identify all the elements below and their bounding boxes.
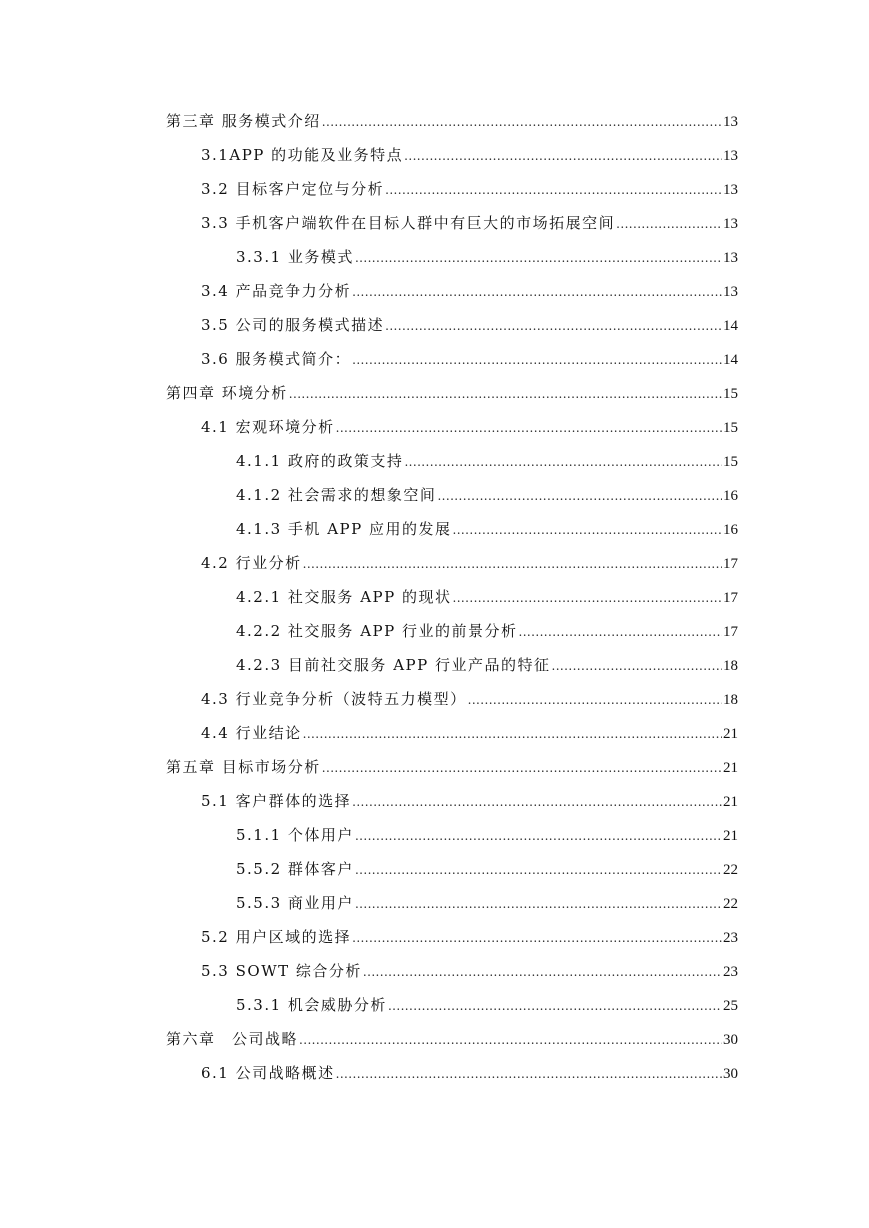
toc-dot-leader <box>437 489 722 503</box>
toc-entry[interactable] <box>166 144 738 178</box>
toc-entry-title: 第三章 服务模式介绍 <box>166 112 321 130</box>
toc-entry-page-number: 14 <box>723 352 738 368</box>
toc-entry[interactable] <box>166 858 738 892</box>
toc-entry-page-number: 18 <box>723 658 738 674</box>
toc-entry-page-number: 23 <box>723 964 738 980</box>
toc-entry-page-number: 30 <box>723 1032 738 1048</box>
toc-dot-leader <box>303 557 722 571</box>
toc-entry[interactable] <box>166 348 738 382</box>
toc-entry[interactable] <box>166 722 738 756</box>
toc-entry-title: 4.1.3 手机 APP 应用的发展 <box>236 520 452 538</box>
toc-entry[interactable] <box>166 960 738 994</box>
toc-entry-page-number: 13 <box>723 148 738 164</box>
toc-entry-title: 3.3.1 业务模式 <box>236 248 354 266</box>
toc-entry[interactable] <box>166 654 738 688</box>
toc-dot-leader <box>322 115 722 129</box>
toc-entry-title: 第六章 公司战略 <box>166 1030 299 1048</box>
toc-entry[interactable] <box>166 382 738 416</box>
toc-dot-leader <box>303 727 722 741</box>
toc-entry-title: 4.3 行业竞争分析（波特五力模型） <box>201 690 467 708</box>
toc-entry-page-number: 13 <box>723 250 738 266</box>
toc-dot-leader <box>453 523 723 537</box>
toc-entry-page-number: 15 <box>723 420 738 436</box>
toc-entry[interactable] <box>166 178 738 212</box>
toc-dot-leader <box>453 591 723 605</box>
toc-entry[interactable] <box>166 280 738 314</box>
toc-entry-page-number: 13 <box>723 114 738 130</box>
toc-entry-title: 3.5 公司的服务模式描述 <box>201 316 385 334</box>
toc-dot-leader <box>352 795 722 809</box>
toc-entry[interactable] <box>166 994 738 1028</box>
toc-entry-page-number: 22 <box>723 862 738 878</box>
toc-entry-title: 5.3.1 机会威胁分析 <box>236 996 387 1014</box>
toc-entry-page-number: 16 <box>723 488 738 504</box>
toc-entry-page-number: 21 <box>723 760 738 776</box>
toc-entry-page-number: 18 <box>723 692 738 708</box>
toc-dot-leader <box>363 965 722 979</box>
toc-entry-page-number: 30 <box>723 1066 738 1082</box>
toc-entry[interactable] <box>166 416 738 450</box>
toc-entry[interactable] <box>166 212 738 246</box>
toc-entry[interactable] <box>166 824 738 858</box>
toc-dot-leader <box>352 931 722 945</box>
toc-entry[interactable] <box>166 1062 738 1096</box>
toc-dot-leader <box>322 761 722 775</box>
toc-entry-page-number: 21 <box>723 828 738 844</box>
toc-dot-leader <box>299 1033 722 1047</box>
toc-dot-leader <box>355 863 722 877</box>
toc-entry-page-number: 13 <box>723 216 738 232</box>
toc-entry-title: 4.1.1 政府的政策支持 <box>236 452 404 470</box>
toc-entry-title: 6.1 公司战略概述 <box>201 1064 335 1082</box>
toc-entry-title: 5.1.1 个体用户 <box>236 826 354 844</box>
toc-dot-leader <box>289 387 722 401</box>
toc-entry[interactable] <box>166 1028 738 1062</box>
toc-entry[interactable] <box>166 110 738 144</box>
toc-entry-title: 第四章 环境分析 <box>166 384 288 402</box>
toc-entry-page-number: 23 <box>723 930 738 946</box>
toc-entry-page-number: 17 <box>723 624 738 640</box>
toc-dot-leader <box>352 285 722 299</box>
toc-entry-page-number: 22 <box>723 896 738 912</box>
toc-entry[interactable] <box>166 246 738 280</box>
toc-entry-title: 3.3 手机客户端软件在目标人群中有巨大的市场拓展空间 <box>201 214 616 232</box>
toc-entry[interactable] <box>166 484 738 518</box>
toc-dot-leader <box>336 421 722 435</box>
toc-entry[interactable] <box>166 518 738 552</box>
toc-entry[interactable] <box>166 688 738 722</box>
toc-entry[interactable] <box>166 620 738 654</box>
table-of-contents <box>166 110 738 1096</box>
toc-dot-leader <box>336 1067 722 1081</box>
toc-entry[interactable] <box>166 892 738 926</box>
toc-entry[interactable] <box>166 552 738 586</box>
toc-dot-leader <box>385 319 722 333</box>
toc-entry-page-number: 21 <box>723 726 738 742</box>
toc-entry-page-number: 21 <box>723 794 738 810</box>
toc-entry-page-number: 15 <box>723 454 738 470</box>
toc-dot-leader <box>388 999 722 1013</box>
toc-entry-title: 3.2 目标客户定位与分析 <box>201 180 385 198</box>
toc-entry-title: 4.1 宏观环境分析 <box>201 418 335 436</box>
toc-entry-title: 4.2.3 目前社交服务 APP 行业产品的特征 <box>236 656 551 674</box>
toc-dot-leader <box>355 897 722 911</box>
toc-dot-leader <box>519 625 723 639</box>
toc-entry[interactable] <box>166 314 738 348</box>
toc-dot-leader <box>352 353 722 367</box>
toc-dot-leader <box>355 251 722 265</box>
toc-entry-title: 3.4 产品竞争力分析 <box>201 282 352 300</box>
toc-entry-page-number: 17 <box>723 590 738 606</box>
toc-entry[interactable] <box>166 926 738 960</box>
toc-entry-title: 3.1APP 的功能及业务特点 <box>201 146 404 164</box>
toc-dot-leader <box>616 217 722 231</box>
toc-entry-page-number: 13 <box>723 182 738 198</box>
toc-entry[interactable] <box>166 450 738 484</box>
toc-entry-title: 5.2 用户区域的选择 <box>201 928 352 946</box>
toc-entry-page-number: 16 <box>723 522 738 538</box>
toc-entry-title: 3.6 服务模式简介： <box>201 350 352 368</box>
toc-dot-leader <box>552 659 723 673</box>
toc-dot-leader <box>404 149 722 163</box>
toc-entry-title: 5.3 SOWT 综合分析 <box>201 962 362 980</box>
toc-entry-page-number: 15 <box>723 386 738 402</box>
toc-entry[interactable] <box>166 756 738 790</box>
toc-entry-page-number: 14 <box>723 318 738 334</box>
toc-dot-leader <box>468 693 722 707</box>
toc-entry-title: 4.1.2 社会需求的想象空间 <box>236 486 437 504</box>
toc-entry[interactable] <box>166 790 738 824</box>
toc-entry-title: 5.5.3 商业用户 <box>236 894 354 912</box>
toc-entry-title: 4.2.1 社交服务 APP 的现状 <box>236 588 452 606</box>
toc-entry[interactable] <box>166 586 738 620</box>
toc-entry-page-number: 17 <box>723 556 738 572</box>
toc-dot-leader <box>385 183 722 197</box>
toc-dot-leader <box>355 829 722 843</box>
toc-entry-page-number: 13 <box>723 284 738 300</box>
toc-entry-title: 4.2 行业分析 <box>201 554 302 572</box>
toc-entry-title: 5.5.2 群体客户 <box>236 860 354 878</box>
toc-entry-title: 4.2.2 社交服务 APP 行业的前景分析 <box>236 622 518 640</box>
toc-entry-title: 4.4 行业结论 <box>201 724 302 742</box>
toc-dot-leader <box>404 455 722 469</box>
toc-entry-page-number: 25 <box>723 998 738 1014</box>
toc-entry-title: 第五章 目标市场分析 <box>166 758 321 776</box>
toc-entry-title: 5.1 客户群体的选择 <box>201 792 352 810</box>
